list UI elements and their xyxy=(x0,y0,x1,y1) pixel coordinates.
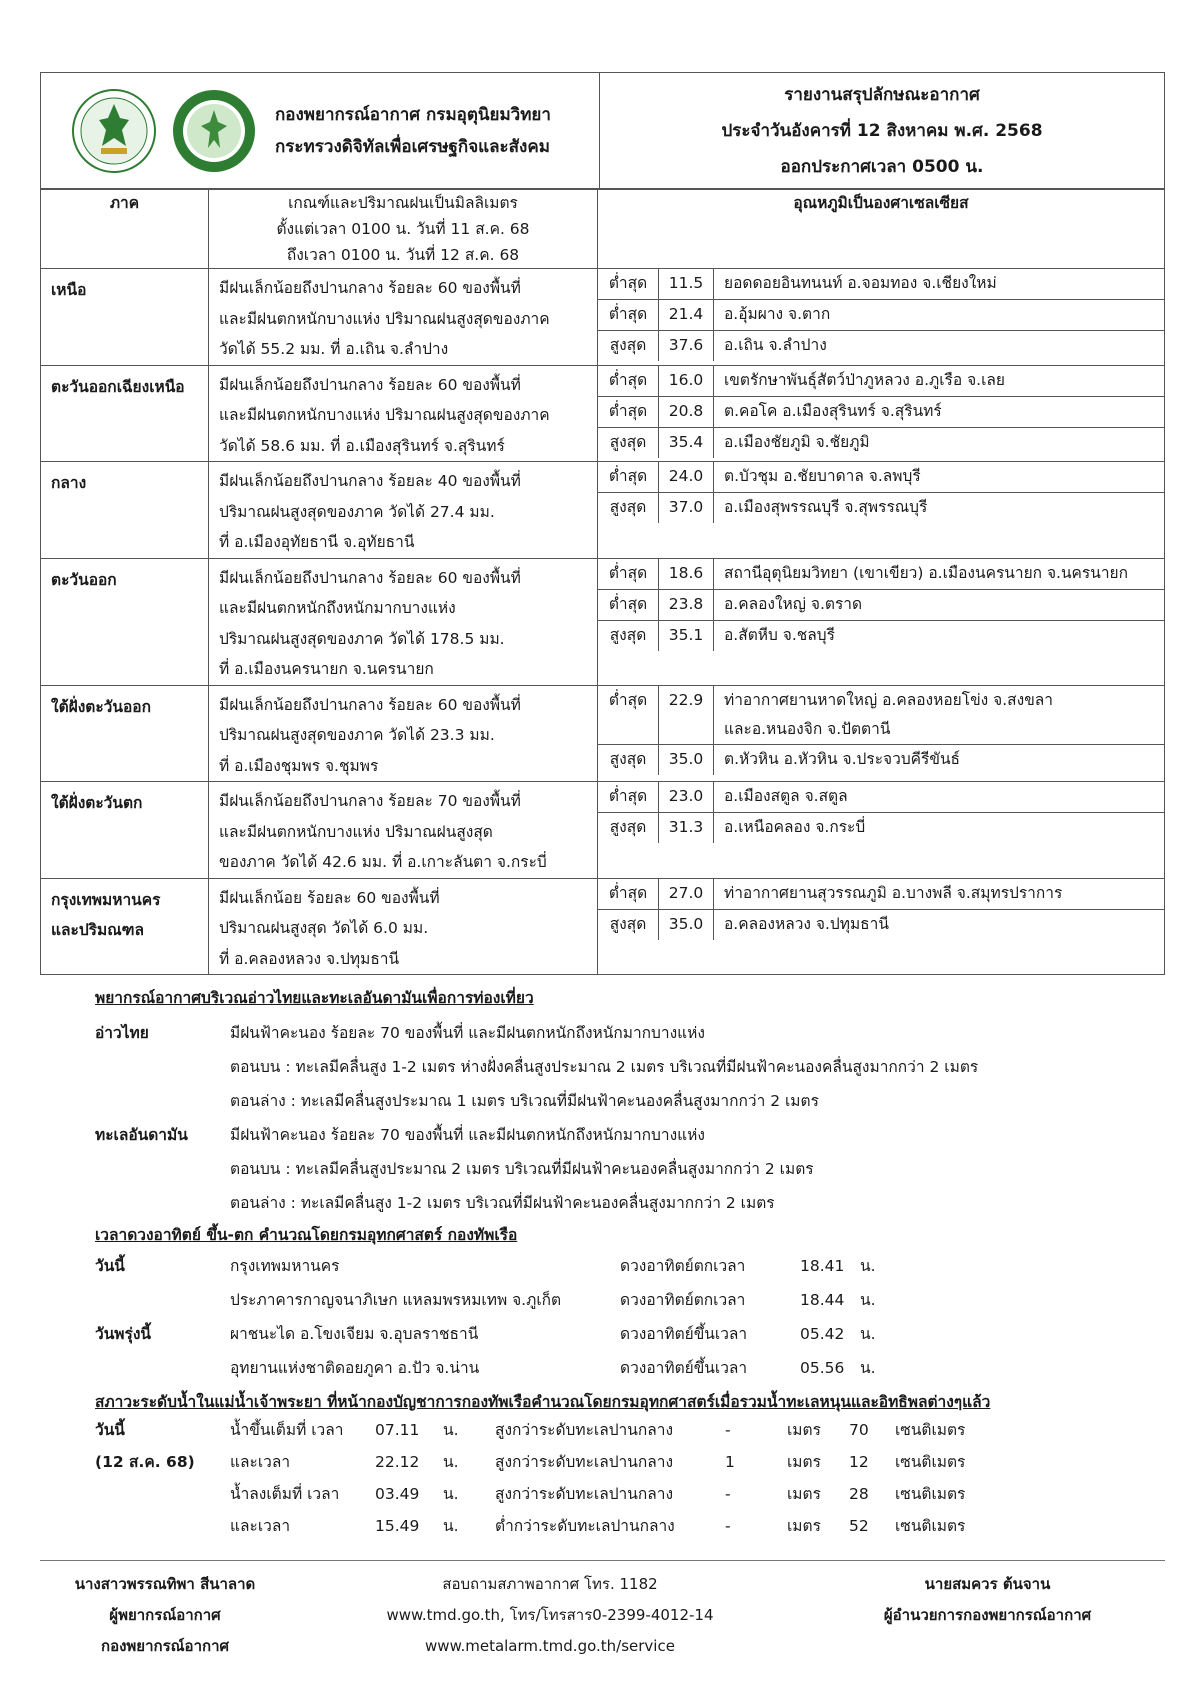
temp-location xyxy=(714,366,1165,397)
temp-cell xyxy=(598,878,1165,975)
temp-location xyxy=(714,300,1165,331)
sun-time: 18.41 xyxy=(800,1257,845,1275)
gulf-line: ตอนล่าง : ทะเลมีคลื่นสูงประมาณ 1 เมตร บริเวณที่มีฝนฟ้าคะนองคลื่นสูงมากกว่า 2 เมตร xyxy=(230,1092,819,1110)
tide-meter-unit: เมตร xyxy=(787,1485,821,1503)
temp-row xyxy=(598,427,1164,458)
sun-event: ดวงอาทิตย์ตกเวลา xyxy=(620,1257,746,1275)
tide-label: และเวลา xyxy=(230,1453,291,1471)
region-name xyxy=(41,782,209,879)
rain-line: และมีฝนตกหนักบางแห่ง ปริมาณฝนสูงสุด xyxy=(219,822,493,841)
rain-line: วัดได้ 58.6 มม. ที่ อ.เมืองสุรินทร์ จ.สุรินทร์ xyxy=(219,436,505,455)
report-page xyxy=(40,72,1165,1542)
temp-header: อุณหภูมิเป็นองศาเซลเซียส xyxy=(598,190,1165,269)
report-info xyxy=(600,73,1164,188)
sun-place: ผาชนะได อ.โขงเจียม จ.อุบลราชธานี xyxy=(230,1325,479,1343)
rain-line: มีฝนเล็กน้อยถึงปานกลาง ร้อยละ 60 ของพื้นที่ xyxy=(219,568,521,587)
region-rows xyxy=(41,269,1165,975)
temp-row xyxy=(598,589,1164,620)
tide-label: และเวลา xyxy=(230,1517,291,1535)
temp-location-line: ต.หัวหิน อ.หัวหิน จ.ประจวบคีรีขันธ์ xyxy=(724,749,961,768)
sun-day xyxy=(40,1283,230,1317)
rain-line: ปริมาณฝนสูงสุดของภาค วัดได้ 23.3 มม. xyxy=(219,726,495,744)
temp-location xyxy=(714,427,1165,458)
andaman-block xyxy=(40,1118,1165,1220)
sun-day: วันพรุ่งนี้ xyxy=(95,1325,152,1343)
tide-meters: - xyxy=(725,1421,731,1439)
org-block xyxy=(41,73,600,188)
temp-location-line: อ.เมืองชัยภูมิ จ.ชัยภูมิ xyxy=(724,432,870,451)
temp-row xyxy=(598,782,1164,813)
temp-row xyxy=(598,269,1164,300)
temp-location xyxy=(714,331,1165,362)
marine-title: พยากรณ์อากาศบริเวณอ่าวไทยและทะเลอันดามันเพื่อการท่องเที่ยว xyxy=(95,989,534,1007)
temp-value: 37.6 xyxy=(659,331,714,362)
gulf-block xyxy=(40,1016,1165,1118)
sun-event: ดวงอาทิตย์ตกเวลา xyxy=(620,1291,746,1309)
region-name xyxy=(41,558,209,685)
temp-type: ต่ำสุด xyxy=(598,782,659,813)
temp-cell xyxy=(598,558,1165,685)
temp-type: สูงสุด xyxy=(598,331,659,362)
rain-line: ปริมาณฝนสูงสุด วัดได้ 6.0 มม. xyxy=(219,919,429,937)
tide-relation: สูงกว่าระดับทะเลปานกลาง xyxy=(495,1421,674,1439)
tide-label: น้ำขึ้นเต็มที่ เวลา xyxy=(230,1421,344,1439)
tide-title: สภาวะระดับน้ำในแม่น้ำเจ้าพระยา ที่หน้ากองบัญชาการกองทัพเรือคำนวณโดยกรมอุทกศาสตร์เมื่อรวมน้ำทะเลหนุนและอิทธิพลต่างๆแล้ว xyxy=(95,1393,991,1411)
sun-unit: น. xyxy=(860,1359,876,1377)
rain-summary xyxy=(209,782,598,879)
region-name xyxy=(41,462,209,559)
region-row xyxy=(41,782,1165,879)
rain-line: มีฝนเล็กน้อย ร้อยละ 60 ของพื้นที่ xyxy=(219,888,440,907)
temp-type: ต่ำสุด xyxy=(598,396,659,427)
temp-value: 23.0 xyxy=(659,782,714,813)
temp-location-line: อ.สัตหีบ จ.ชลบุรี xyxy=(724,625,835,644)
tide-relation: สูงกว่าระดับทะเลปานกลาง xyxy=(495,1485,674,1503)
temp-location-line: ต.บัวชุม อ.ชัยบาดาล จ.ลพบุรี xyxy=(724,467,921,485)
temp-location-line: สถานีอุตุนิยมวิทยา (เขาเขียว) อ.เมืองนครนายก จ.นครนายก xyxy=(724,563,1129,582)
table-header xyxy=(41,190,1165,269)
logos xyxy=(41,88,257,174)
region-name-line: เหนือ xyxy=(51,281,87,299)
sun-time: 18.44 xyxy=(800,1291,845,1309)
temp-value: 24.0 xyxy=(659,462,714,493)
temp-type: ต่ำสุด xyxy=(598,300,659,331)
report-date: ประจำวันอังคารที่ 12 สิงหาคม พ.ศ. 2568 xyxy=(721,120,1043,141)
temp-row xyxy=(598,493,1164,524)
temp-location xyxy=(714,744,1165,775)
region-name-line: ตะวันออก xyxy=(51,570,117,589)
temp-location-line: อ.อุ้มผาง จ.ตาก xyxy=(724,305,831,323)
temp-location xyxy=(714,909,1165,940)
rain-line: ที่ อ.เมืองนครนายก จ.นครนายก xyxy=(219,660,434,678)
tide-meters: - xyxy=(725,1485,731,1503)
sun-place: อุทยานแห่งชาติดอยภูคา อ.ปัว จ.น่าน xyxy=(230,1359,480,1377)
temp-type: สูงสุด xyxy=(598,427,659,458)
tide-meters: - xyxy=(725,1517,731,1535)
region-row xyxy=(41,878,1165,975)
sun-day xyxy=(40,1351,230,1385)
temp-value: 21.4 xyxy=(659,300,714,331)
tide-unit: น. xyxy=(443,1453,459,1471)
region-name-line: กลาง xyxy=(51,474,87,492)
tide-meters: 1 xyxy=(725,1453,735,1471)
andaman-line: ตอนบน : ทะเลมีคลื่นสูงประมาณ 2 เมตร บริเวณที่มีฝนฟ้าคะนองคลื่นสูงมากกว่า 2 เมตร xyxy=(230,1160,814,1178)
temp-type: สูงสุด xyxy=(598,493,659,524)
tide-label: น้ำลงเต็มที่ เวลา xyxy=(230,1485,340,1503)
temp-value: 27.0 xyxy=(659,879,714,910)
temp-location xyxy=(714,879,1165,910)
tide-cm: 28 xyxy=(849,1485,869,1503)
sun-row xyxy=(40,1317,1165,1351)
temp-value: 11.5 xyxy=(659,269,714,300)
region-name-line: ตะวันออกเฉียงเหนือ xyxy=(51,377,185,396)
region-name-line: ใต้ฝั่งตะวันออก xyxy=(51,697,151,716)
sun-place: กรุงเทพมหานคร xyxy=(230,1257,340,1275)
director-title: ผู้อำนวยการกองพยากรณ์อากาศ xyxy=(883,1606,1092,1624)
temp-type: สูงสุด xyxy=(598,909,659,940)
temp-value: 35.0 xyxy=(659,744,714,775)
tide-relation: ต่ำกว่าระดับทะเลปานกลาง xyxy=(495,1517,675,1535)
temp-location-line: อ.คลองหลวง จ.ปทุมธานี xyxy=(724,914,889,933)
tide-cm-unit: เซนติเมตร xyxy=(895,1485,966,1503)
temp-location-line: ท่าอากาศยานสุวรรณภูมิ อ.บางพลี จ.สมุทรปราการ xyxy=(724,883,1063,902)
temp-row xyxy=(598,686,1164,745)
temp-type: ต่ำสุด xyxy=(598,589,659,620)
tide-time: 07.11 xyxy=(375,1421,420,1439)
temp-value: 18.6 xyxy=(659,559,714,590)
rain-line: มีฝนเล็กน้อยถึงปานกลาง ร้อยละ 60 ของพื้นที่ xyxy=(219,695,521,714)
org-line2: กระทรวงดิจิทัลเพื่อเศรษฐกิจและสังคม xyxy=(275,136,550,157)
rain-summary xyxy=(209,685,598,782)
rain-line: ที่ อ.เมืองชุมพร จ.ชุมพร xyxy=(219,756,379,775)
temp-row xyxy=(598,462,1164,493)
temp-row xyxy=(598,620,1164,651)
region-name-line: ใต้ฝั่งตะวันตก xyxy=(51,794,143,812)
temp-row xyxy=(598,813,1164,844)
tide-relation: สูงกว่าระดับทะเลปานกลาง xyxy=(495,1453,674,1471)
temp-location-line: ต.คอโค อ.เมืองสุรินทร์ จ.สุรินทร์ xyxy=(724,401,942,420)
andaman-line: ตอนล่าง : ทะเลมีคลื่นสูง 1-2 เมตร บริเวณที่มีฝนฟ้าคะนองคลื่นสูงมากกว่า 2 เมตร xyxy=(230,1194,775,1212)
contact-web[interactable]: www.tmd.go.th, โทร/โทรสาร0-2399-4012-14 xyxy=(386,1606,714,1624)
sun-row xyxy=(40,1351,1165,1385)
sun-unit: น. xyxy=(860,1257,876,1275)
tide-day: (12 ส.ค. 68) xyxy=(95,1453,195,1471)
temp-type: ต่ำสุด xyxy=(598,559,659,590)
region-header: ภาค xyxy=(41,190,209,269)
sun-row xyxy=(40,1283,1165,1317)
temp-value: 35.0 xyxy=(659,909,714,940)
tide-meter-unit: เมตร xyxy=(787,1453,821,1471)
tide-time: 03.49 xyxy=(375,1485,420,1503)
forecaster-name: นางสาวพรรณทิพา สีนาลาด xyxy=(74,1575,256,1593)
sun-event: ดวงอาทิตย์ขึ้นเวลา xyxy=(620,1325,748,1343)
org-line1: กองพยากรณ์อากาศ กรมอุตุนิยมวิทยา xyxy=(275,104,551,125)
temp-location xyxy=(714,813,1165,844)
temp-type: สูงสุด xyxy=(598,744,659,775)
tide-cm: 12 xyxy=(849,1453,869,1471)
tide-cm: 52 xyxy=(849,1517,869,1535)
temp-location xyxy=(714,396,1165,427)
rain-header-to: ถึงเวลา 0100 น. วันที่ 12 ส.ค. 68 xyxy=(286,246,520,264)
tide-day xyxy=(40,1510,230,1542)
temp-row xyxy=(598,559,1164,590)
rain-summary xyxy=(209,365,598,462)
rain-line: วัดได้ 55.2 มม. ที่ อ.เถิน จ.ลำปาง xyxy=(219,340,449,358)
tide-row xyxy=(40,1478,1165,1510)
temp-location-line: อ.เถิน จ.ลำปาง xyxy=(724,336,827,354)
temp-value: 23.8 xyxy=(659,589,714,620)
region-row xyxy=(41,685,1165,782)
region-name xyxy=(41,878,209,975)
sun-event: ดวงอาทิตย์ขึ้นเวลา xyxy=(620,1359,748,1377)
tmd-logo xyxy=(171,88,257,174)
tide-row xyxy=(40,1510,1165,1542)
sun-time: 05.56 xyxy=(800,1359,845,1377)
tide-row xyxy=(40,1446,1165,1478)
temp-row xyxy=(598,331,1164,362)
ministry-logo xyxy=(71,88,157,174)
rain-line: และมีฝนตกหนักถึงหนักมากบางแห่ง xyxy=(219,599,456,617)
forecaster-title: ผู้พยากรณ์อากาศ xyxy=(109,1606,221,1624)
temp-location-line: ยอดดอยอินทนนท์ อ.จอมทอง จ.เชียงใหม่ xyxy=(724,274,997,292)
temp-cell xyxy=(598,685,1165,782)
temp-type: สูงสุด xyxy=(598,620,659,651)
report-title: รายงานสรุปลักษณะอากาศ xyxy=(784,84,980,105)
temp-location xyxy=(714,589,1165,620)
rain-summary xyxy=(209,269,598,366)
forecaster-dept: กองพยากรณ์อากาศ xyxy=(100,1637,230,1655)
region-row xyxy=(41,462,1165,559)
temp-type: ต่ำสุด xyxy=(598,879,659,910)
temp-row xyxy=(598,909,1164,940)
region-name xyxy=(41,365,209,462)
temp-type: สูงสุด xyxy=(598,813,659,844)
temp-location xyxy=(714,782,1165,813)
temp-row xyxy=(598,300,1164,331)
contact-alarm[interactable]: www.metalarm.tmd.go.th/service xyxy=(425,1637,675,1655)
temp-row xyxy=(598,744,1164,775)
org-name xyxy=(275,99,551,163)
region-name-line: กรุงเทพมหานคร xyxy=(51,890,161,909)
temp-value: 31.3 xyxy=(659,813,714,844)
tide-meter-unit: เมตร xyxy=(787,1421,821,1439)
temp-type: ต่ำสุด xyxy=(598,462,659,493)
sun-title: เวลาดวงอาทิตย์ ขึ้น-ตก คำนวณโดยกรมอุทกศาสตร์ กองทัพเรือ xyxy=(95,1226,518,1244)
temp-cell xyxy=(598,462,1165,559)
temp-location-line: อ.เมืองสตูล จ.สตูล xyxy=(724,787,848,805)
temp-location xyxy=(714,493,1165,524)
sun-time: 05.42 xyxy=(800,1325,845,1343)
marine-section xyxy=(40,985,1165,1220)
sun-unit: น. xyxy=(860,1325,876,1343)
sun-place: ประภาคารกาญจนาภิเษก แหลมพรหมเทพ จ.ภูเก็ต xyxy=(230,1291,562,1309)
temp-type: ต่ำสุด xyxy=(598,686,659,745)
sun-section xyxy=(40,1222,1165,1385)
andaman-line: มีฝนฟ้าคะนอง ร้อยละ 70 ของพื้นที่ และมีฝนตกหนักถึงหนักมากบางแห่ง xyxy=(230,1126,705,1144)
temp-value: 35.4 xyxy=(659,427,714,458)
sun-day: วันนี้ xyxy=(95,1257,125,1275)
rain-line: มีฝนเล็กน้อยถึงปานกลาง ร้อยละ 70 ของพื้นที่ xyxy=(219,792,521,810)
temp-value: 16.0 xyxy=(659,366,714,397)
rain-line: มีฝนเล็กน้อยถึงปานกลาง ร้อยละ 60 ของพื้นที่ xyxy=(219,279,521,297)
temp-value: 20.8 xyxy=(659,396,714,427)
tide-unit: น. xyxy=(443,1421,459,1439)
temp-cell xyxy=(598,365,1165,462)
temp-type: ต่ำสุด xyxy=(598,366,659,397)
tide-cm-unit: เซนติเมตร xyxy=(895,1453,966,1471)
tide-unit: น. xyxy=(443,1485,459,1503)
report-header xyxy=(40,72,1165,189)
sun-row xyxy=(40,1249,1165,1283)
temp-value: 22.9 xyxy=(659,686,714,745)
tide-cm-unit: เซนติเมตร xyxy=(895,1421,966,1439)
temp-cell xyxy=(598,269,1165,366)
rain-line: มีฝนเล็กน้อยถึงปานกลาง ร้อยละ 40 ของพื้นที่ xyxy=(219,472,521,490)
rain-line: ที่ อ.คลองหลวง จ.ปทุมธานี xyxy=(219,949,400,968)
gulf-line: มีฝนฟ้าคะนอง ร้อยละ 70 ของพื้นที่ และมีฝนตกหนักถึงหนักมากบางแห่ง xyxy=(230,1024,705,1042)
temp-value: 37.0 xyxy=(659,493,714,524)
temp-location-line: และอ.หนองจิก จ.ปัตตานี xyxy=(724,719,891,738)
rain-line: และมีฝนตกหนักบางแห่ง ปริมาณฝนสูงสุดของภาค xyxy=(219,309,550,328)
tide-cm: 70 xyxy=(849,1421,869,1439)
temp-location xyxy=(714,686,1165,745)
temp-cell xyxy=(598,782,1165,879)
region-row xyxy=(41,558,1165,685)
tide-meter-unit: เมตร xyxy=(787,1517,821,1535)
temp-location-line: เขตรักษาพันธุ์สัตว์ป่าภูหลวง อ.ภูเรือ จ.เลย xyxy=(724,370,1005,389)
gulf-label: อ่าวไทย xyxy=(95,1024,149,1042)
rain-summary xyxy=(209,462,598,559)
rain-line: ปริมาณฝนสูงสุดของภาค วัดได้ 178.5 มม. xyxy=(219,629,505,648)
temp-location xyxy=(714,462,1165,493)
temp-row xyxy=(598,396,1164,427)
tide-day: วันนี้ xyxy=(95,1421,125,1439)
tide-unit: น. xyxy=(443,1517,459,1535)
rain-line: และมีฝนตกหนักบางแห่ง ปริมาณฝนสูงสุดของภาค xyxy=(219,406,550,424)
temp-row xyxy=(598,366,1164,397)
rain-header-title: เกณฑ์และปริมาณฝนเป็นมิลลิเมตร xyxy=(288,194,518,212)
region-name-line: และปริมณฑล xyxy=(51,920,144,939)
temp-location-line: อ.คลองใหญ่ จ.ตราด xyxy=(724,594,863,613)
rain-line: มีฝนเล็กน้อยถึงปานกลาง ร้อยละ 60 ของพื้นที่ xyxy=(219,375,521,394)
temp-location-line: อ.เมืองสุพรรณบุรี จ.สุพรรณบุรี xyxy=(724,498,928,516)
temp-type: ต่ำสุด xyxy=(598,269,659,300)
temp-location xyxy=(714,559,1165,590)
andaman-label: ทะเลอันดามัน xyxy=(95,1126,188,1144)
temp-row xyxy=(598,879,1164,910)
rain-header xyxy=(209,190,598,269)
footer xyxy=(40,1560,1165,1662)
temp-location xyxy=(714,620,1165,651)
tide-time: 15.49 xyxy=(375,1517,420,1535)
rain-line: ที่ อ.เมืองอุทัยธานี จ.อุทัยธานี xyxy=(219,533,415,551)
region-row xyxy=(41,269,1165,366)
tide-cm-unit: เซนติเมตร xyxy=(895,1517,966,1535)
rain-summary xyxy=(209,878,598,975)
region-name xyxy=(41,685,209,782)
rain-line: ของภาค วัดได้ 42.6 มม. ที่ อ.เกาะลันตา จ.กระบี่ xyxy=(219,853,547,871)
director-name: นายสมควร ต้นจาน xyxy=(924,1575,1051,1593)
temp-location xyxy=(714,269,1165,300)
temp-location-line: อ.เหนือคลอง จ.กระบี่ xyxy=(724,818,866,836)
rain-line: ปริมาณฝนสูงสุดของภาค วัดได้ 27.4 มม. xyxy=(219,502,495,521)
sun-unit: น. xyxy=(860,1291,876,1309)
region-name xyxy=(41,269,209,366)
tide-row xyxy=(40,1414,1165,1446)
tide-day xyxy=(40,1478,230,1510)
gulf-line: ตอนบน : ทะเลมีคลื่นสูง 1-2 เมตร ห่างฝั่งคลื่นสูงประมาณ 2 เมตร บริเวณที่มีฝนฟ้าคะนองคลื่นสูงมากกว่า 2 เมตร xyxy=(230,1058,979,1076)
tide-section xyxy=(40,1389,1165,1542)
temp-location-line: ท่าอากาศยานหาดใหญ่ อ.คลองหอยโข่ง จ.สงขลา xyxy=(724,690,1053,709)
issue-time: ออกประกาศเวลา 0500 น. xyxy=(780,156,984,177)
contact-phone: สอบถามสภาพอากาศ โทร. 1182 xyxy=(442,1575,658,1593)
rain-summary xyxy=(209,558,598,685)
temp-value: 35.1 xyxy=(659,620,714,651)
rain-header-from: ตั้งแต่เวลา 0100 น. วันที่ 11 ส.ค. 68 xyxy=(276,220,530,238)
region-row xyxy=(41,365,1165,462)
weather-table xyxy=(40,189,1165,975)
tide-time: 22.12 xyxy=(375,1453,420,1471)
